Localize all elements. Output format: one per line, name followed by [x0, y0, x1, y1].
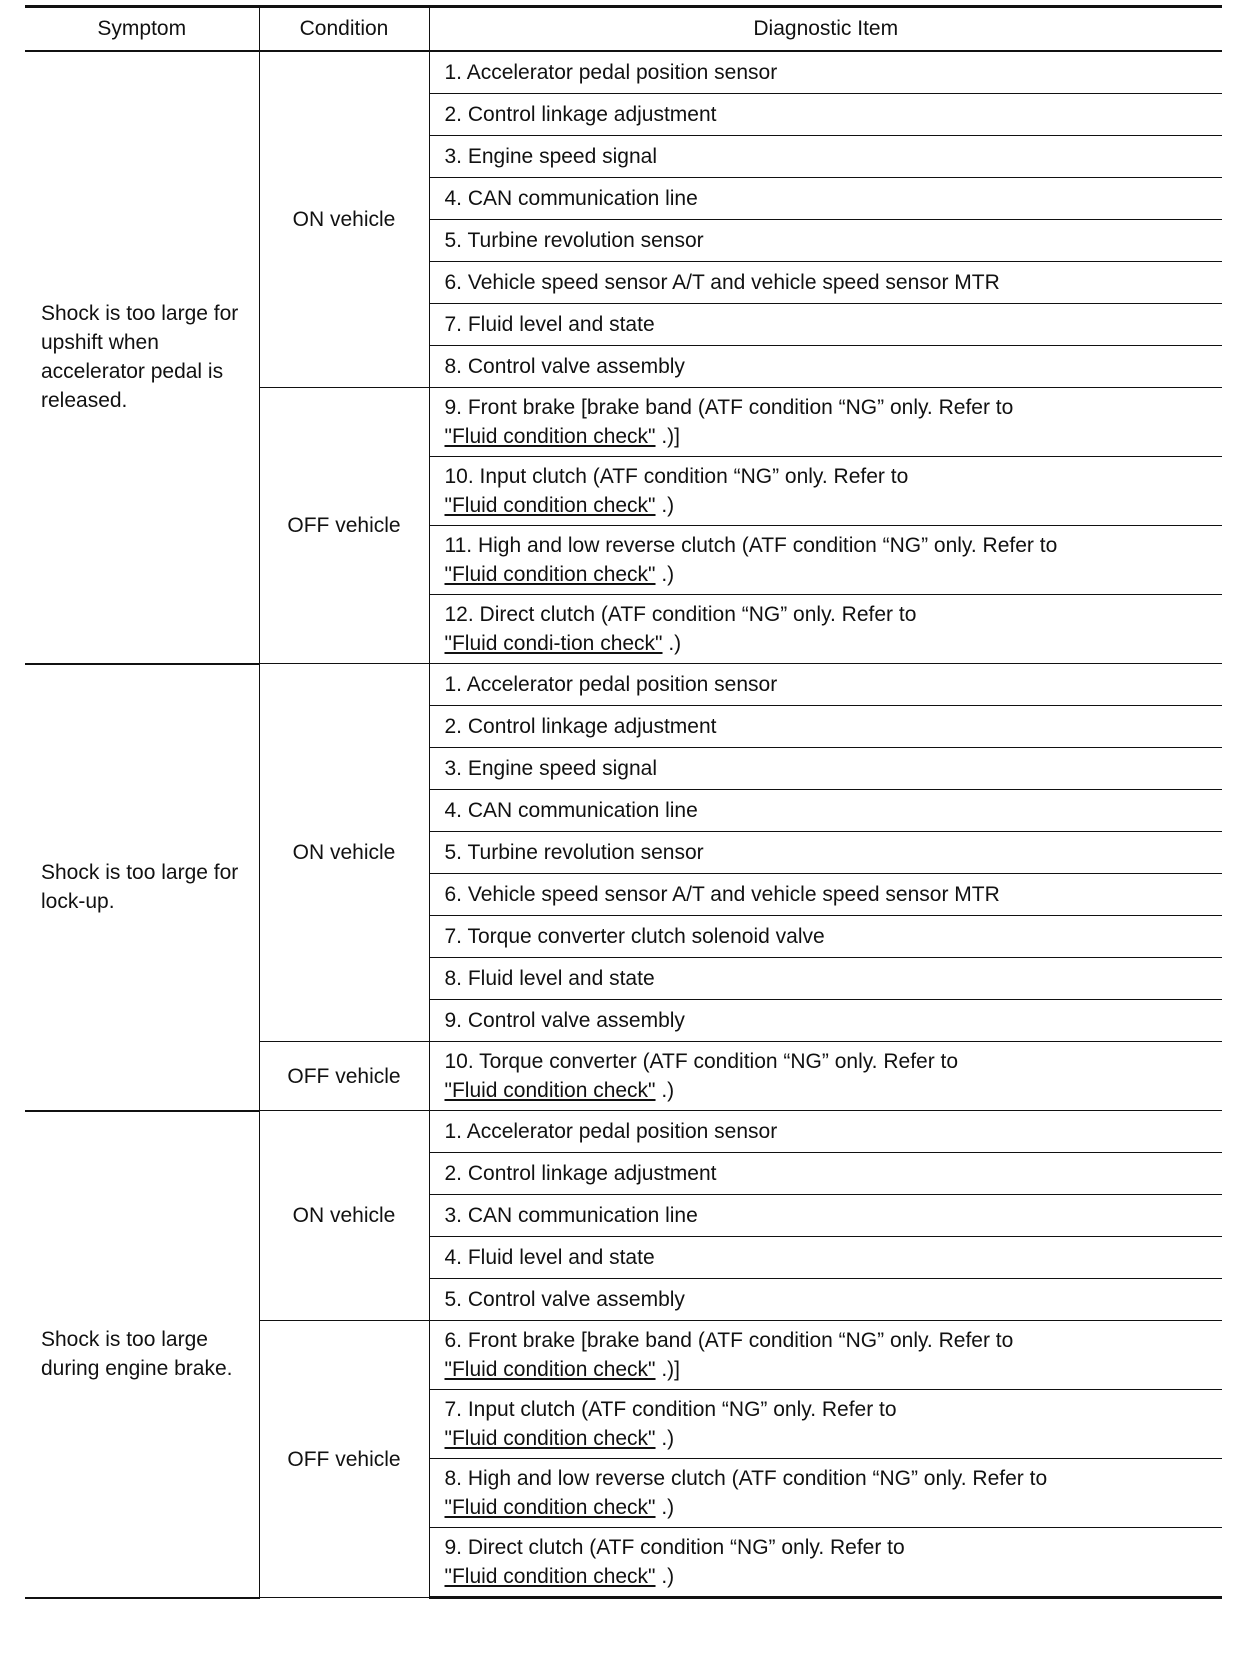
fluid-condition-check-link[interactable]: "Fluid condition check" — [444, 1565, 656, 1588]
diagnostic-item-cell — [429, 706, 1222, 748]
diagnostic-item-cell — [429, 958, 1222, 1000]
diagnostic-item-cell — [429, 790, 1222, 832]
diagnostic-item-suffix: .)] — [655, 425, 681, 448]
diagnostic-item-text: 3. CAN communication line — [444, 1204, 698, 1227]
condition-cell: OFF vehicle — [259, 1042, 429, 1111]
diagnostic-item-cell — [429, 1237, 1222, 1279]
diagnostic-item-text: 4. CAN communication line — [444, 187, 698, 210]
condition-cell: ON vehicle — [259, 1111, 429, 1321]
diagnostic-item-text: 4. CAN communication line — [444, 799, 698, 822]
diagnostic-item-text: 8. Fluid level and state — [444, 967, 655, 990]
diagnostic-item-cell — [429, 1390, 1222, 1459]
diagnostic-item-text: 6. Vehicle speed sensor A/T and vehicle speed sensor MTR — [444, 883, 1000, 906]
diagnostic-item-cell — [429, 178, 1222, 220]
diagnostic-item-cell — [429, 1279, 1222, 1321]
diagnostic-item-cell — [429, 136, 1222, 178]
diagnostic-table-container — [25, 5, 1222, 1599]
diagnostic-item-cell — [429, 1111, 1222, 1153]
fluid-condition-check-link[interactable]: "Fluid condition check" — [444, 494, 656, 517]
diagnostic-item-text: 1. Accelerator pedal position sensor — [444, 61, 778, 84]
fluid-condition-check-link[interactable]: "Fluid condition check" — [444, 425, 656, 448]
diagnostic-item-text: 7. Fluid level and state — [444, 313, 655, 336]
diagnostic-item-cell — [429, 1459, 1222, 1528]
diagnostic-item-cell — [429, 1042, 1222, 1111]
diagnostic-item-cell — [429, 346, 1222, 388]
diagnostic-item-text: 11. High and low reverse clutch (ATF condition “NG” only. Refer to — [444, 534, 1058, 557]
diagnostic-item-text: 6. Vehicle speed sensor A/T and vehicle speed sensor MTR — [444, 271, 1000, 294]
condition-cell: OFF vehicle — [259, 388, 429, 664]
diagnostic-item-cell — [429, 916, 1222, 958]
diagnostic-item-cell — [429, 1321, 1222, 1390]
diagnostic-item-text: 2. Control linkage adjustment — [444, 715, 717, 738]
diagnostic-item-suffix: .) — [655, 1079, 675, 1102]
diagnostic-item-cell — [429, 748, 1222, 790]
fluid-condition-check-link[interactable]: "Fluid condition check" — [444, 563, 656, 586]
table-body — [25, 51, 1222, 1598]
diagnostic-item-cell — [429, 1195, 1222, 1237]
diagnostic-item-cell — [429, 51, 1222, 94]
symptom-cell: Shock is too large for lock-up. — [25, 664, 259, 1111]
symptom-cell: Shock is too large for upshift when accelerator pedal is released. — [25, 51, 259, 664]
diagnostic-item-cell — [429, 664, 1222, 706]
diagnostic-item-cell — [429, 832, 1222, 874]
table-header — [25, 7, 1222, 52]
table-row — [25, 1111, 1222, 1153]
diagnostic-item-suffix: .) — [655, 1427, 675, 1450]
diagnostic-item-cell — [429, 220, 1222, 262]
table-row — [25, 664, 1222, 706]
diagnostic-item-suffix: .) — [662, 632, 682, 655]
diagnostic-item-text: 9. Control valve assembly — [444, 1009, 685, 1032]
diagnostic-item-text: 4. Fluid level and state — [444, 1246, 655, 1269]
diagnostic-item-cell — [429, 1153, 1222, 1195]
condition-cell: ON vehicle — [259, 664, 429, 1042]
fluid-condition-check-link[interactable]: "Fluid condition check" — [444, 1358, 656, 1381]
symptom-cell: Shock is too large during engine brake. — [25, 1111, 259, 1598]
diagnostic-item-text: 3. Engine speed signal — [444, 145, 657, 168]
fluid-condition-check-link[interactable]: "Fluid condition check" — [444, 1079, 656, 1102]
condition-cell: OFF vehicle — [259, 1321, 429, 1598]
fluid-condition-check-link[interactable]: "Fluid condi-tion check" — [444, 632, 663, 655]
diagnostic-item-cell — [429, 262, 1222, 304]
diagnostic-item-text: 8. High and low reverse clutch (ATF condition “NG” only. Refer to — [444, 1467, 1048, 1490]
diagnostic-item-text: 2. Control linkage adjustment — [444, 1162, 717, 1185]
header-row — [25, 7, 1222, 52]
diagnostic-item-suffix: .) — [655, 494, 675, 517]
diagnostic-item-cell — [429, 94, 1222, 136]
diagnostic-item-text: 7. Torque converter clutch solenoid valve — [444, 925, 825, 948]
diagnostic-item-suffix: .)] — [655, 1358, 681, 1381]
diagnostic-item-text: 5. Turbine revolution sensor — [444, 229, 704, 252]
diagnostic-item-text: 1. Accelerator pedal position sensor — [444, 1120, 778, 1143]
diagnostic-item-text: 8. Control valve assembly — [444, 355, 685, 378]
diagnostic-item-suffix: .) — [655, 1496, 675, 1519]
table-row — [25, 51, 1222, 94]
diagnostic-item-text: 7. Input clutch (ATF condition “NG” only. Refer to — [444, 1398, 897, 1421]
diagnostic-table — [25, 5, 1222, 1599]
diagnostic-item-text: 12. Direct clutch (ATF condition “NG” only. Refer to — [444, 603, 917, 626]
header-diagnostic-item: Diagnostic Item — [429, 7, 1222, 52]
diagnostic-item-text: 5. Control valve assembly — [444, 1288, 685, 1311]
diagnostic-item-cell — [429, 1528, 1222, 1598]
fluid-condition-check-link[interactable]: "Fluid condition check" — [444, 1427, 656, 1450]
diagnostic-item-cell — [429, 595, 1222, 664]
diagnostic-item-cell — [429, 874, 1222, 916]
diagnostic-item-text: 6. Front brake [brake band (ATF condition “NG” only. Refer to — [444, 1329, 1014, 1352]
header-condition: Condition — [259, 7, 429, 52]
diagnostic-item-cell — [429, 1000, 1222, 1042]
diagnostic-item-text: 10. Torque converter (ATF condition “NG” only. Refer to — [444, 1050, 959, 1073]
diagnostic-item-cell — [429, 457, 1222, 526]
diagnostic-item-cell — [429, 304, 1222, 346]
diagnostic-item-text: 1. Accelerator pedal position sensor — [444, 673, 778, 696]
fluid-condition-check-link[interactable]: "Fluid condition check" — [444, 1496, 656, 1519]
diagnostic-item-text: 5. Turbine revolution sensor — [444, 841, 704, 864]
diagnostic-item-text: 3. Engine speed signal — [444, 757, 657, 780]
diagnostic-item-text: 10. Input clutch (ATF condition “NG” only. Refer to — [444, 465, 909, 488]
diagnostic-item-cell — [429, 388, 1222, 457]
condition-cell: ON vehicle — [259, 51, 429, 388]
diagnostic-item-cell — [429, 526, 1222, 595]
diagnostic-item-text: 9. Front brake [brake band (ATF condition “NG” only. Refer to — [444, 396, 1014, 419]
diagnostic-item-suffix: .) — [655, 563, 675, 586]
diagnostic-item-suffix: .) — [655, 1565, 675, 1588]
diagnostic-item-text: 2. Control linkage adjustment — [444, 103, 717, 126]
header-symptom: Symptom — [25, 7, 259, 52]
diagnostic-item-text: 9. Direct clutch (ATF condition “NG” only. Refer to — [444, 1536, 905, 1559]
